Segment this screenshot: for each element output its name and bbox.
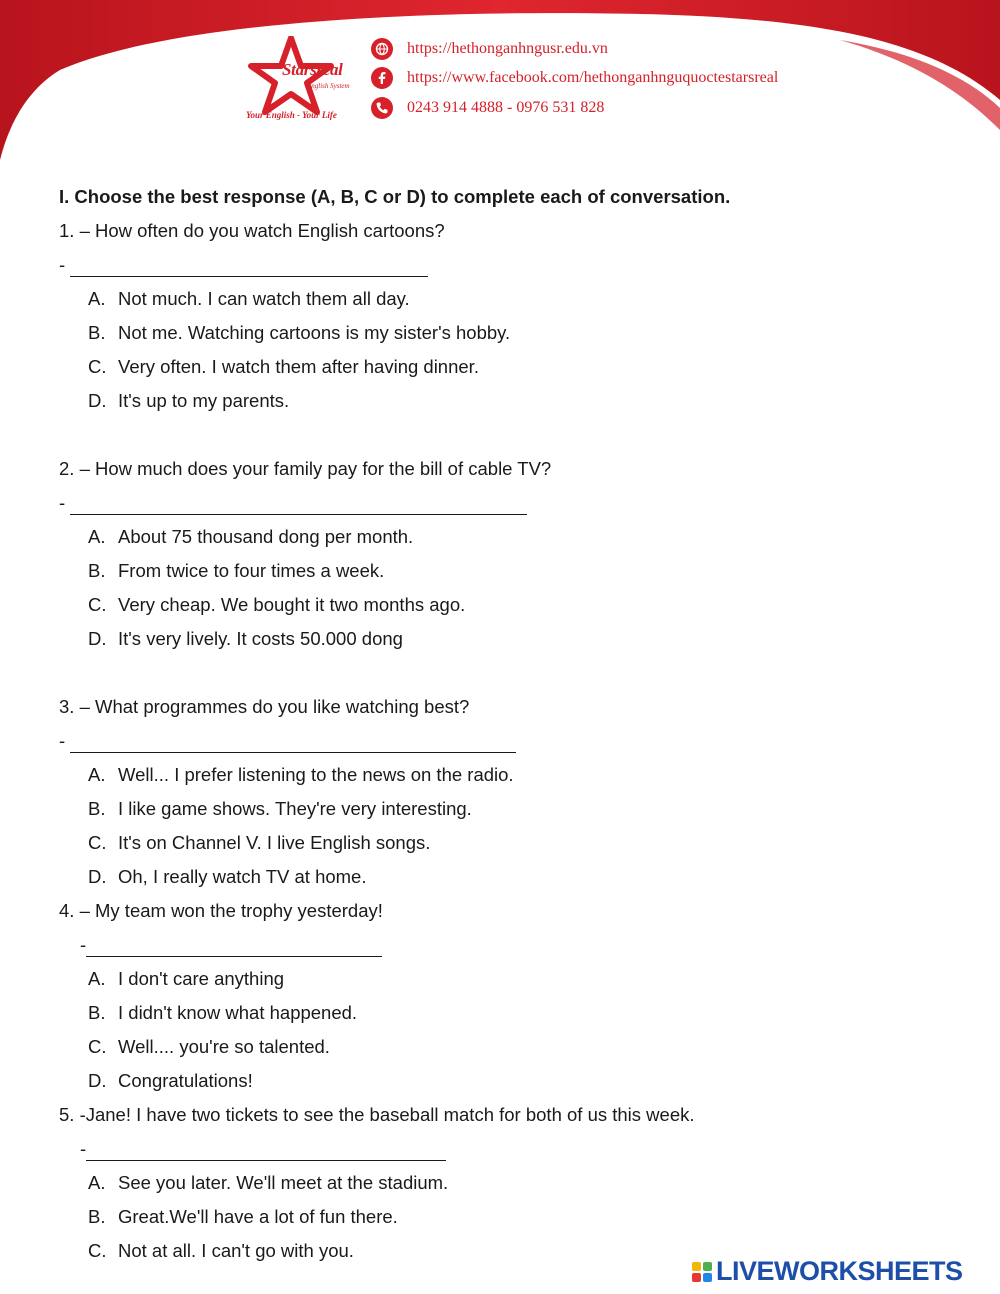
question-3-option-a[interactable]: A. Well... I prefer listening to the news on the radio. [88,764,514,785]
answer-blank[interactable] [70,732,516,753]
phone-number: 0243 914 4888 - 0976 531 828 [407,99,605,116]
brand-name: Starsreal [282,60,343,79]
answer-blank[interactable] [70,494,527,515]
website-link[interactable]: https://hethonganhngusr.edu.vn [407,40,608,57]
question-1-option-d[interactable]: D. It's up to my parents. [88,390,290,411]
question-4-prompt: 4. – My team won the trophy yesterday! [59,900,383,921]
answer-blank[interactable] [86,1140,446,1161]
facebook-link[interactable]: https://www.facebook.com/hethonganhnguquoctestarsreal [407,69,779,86]
answer-prefix: - [80,1138,87,1159]
answer-prefix: - [59,730,71,751]
question-3-answer-line[interactable] [59,729,959,753]
question-1-option-c[interactable]: C. Very often. I watch them after having dinner. [88,356,479,377]
question-3-option-b[interactable]: B. I like game shows. They're very interesting. [88,798,472,819]
question-3-option-c[interactable]: C. It's on Channel V. I live English songs. [88,832,431,853]
liveworksheets-logo [692,1256,963,1287]
contact-facebook-row [371,66,778,90]
liveworksheets-squares-icon [692,1262,712,1282]
globe-icon [371,38,393,60]
question-4-option-b[interactable]: B. I didn't know what happened. [88,1002,358,1023]
question-2-option-c[interactable]: C. Very cheap. We bought it two months ago. [88,594,466,615]
question-1-answer-line[interactable] [59,253,959,277]
brand-subtitle: English System [307,82,350,90]
question-1-prompt: 1. – How often do you watch English cartoons? [59,220,445,241]
question-4-option-c[interactable]: C. Well.... you're so talented. [88,1036,330,1057]
question-5-answer-line[interactable] [80,1137,959,1161]
answer-blank[interactable] [70,256,428,277]
question-2-option-b[interactable]: B. From twice to four times a week. [88,560,385,581]
question-2-prompt: 2. – How much does your family pay for the bill of cable TV? [59,458,552,479]
section-title: I. Choose the best response (A, B, C or D) to complete each of conversation. [59,186,731,207]
phone-icon [371,97,393,119]
question-2-answer-line[interactable] [59,491,959,515]
answer-prefix: - [80,934,87,955]
question-1-option-a[interactable]: A. Not much. I can watch them all day. [88,288,410,309]
question-2-option-a[interactable]: A. About 75 thousand dong per month. [88,526,414,547]
contact-website-row [371,37,608,61]
question-1-option-b[interactable]: B. Not me. Watching cartoons is my sister's hobby. [88,322,511,343]
question-3-option-d[interactable]: D. Oh, I really watch TV at home. [88,866,367,887]
answer-prefix: - [59,492,71,513]
liveworksheets-wordmark: LIVEWORKSHEETS [716,1256,963,1286]
question-5-option-a[interactable]: A. See you later. We'll meet at the stadium. [88,1172,449,1193]
question-4-option-a[interactable]: A. I don't care anything [88,968,285,989]
question-3-prompt: 3. – What programmes do you like watching best? [59,696,470,717]
question-2-option-d[interactable]: D. It's very lively. It costs 50.000 dong [88,628,403,649]
facebook-icon [371,67,393,89]
question-5-option-b[interactable]: B. Great.We'll have a lot of fun there. [88,1206,398,1227]
question-5-option-c[interactable]: C. Not at all. I can't go with you. [88,1240,354,1261]
answer-prefix: - [59,254,71,275]
contact-phone-row [371,96,604,120]
question-4-option-d[interactable]: D. Congratulations! [88,1070,253,1091]
worksheet-content [59,185,959,1273]
question-4-answer-line[interactable] [80,933,959,957]
brand-tagline: Your English - Your Life [246,110,337,120]
question-5-prompt: 5. -Jane! I have two tickets to see the baseball match for both of us this week. [59,1104,695,1125]
answer-blank[interactable] [86,936,382,957]
